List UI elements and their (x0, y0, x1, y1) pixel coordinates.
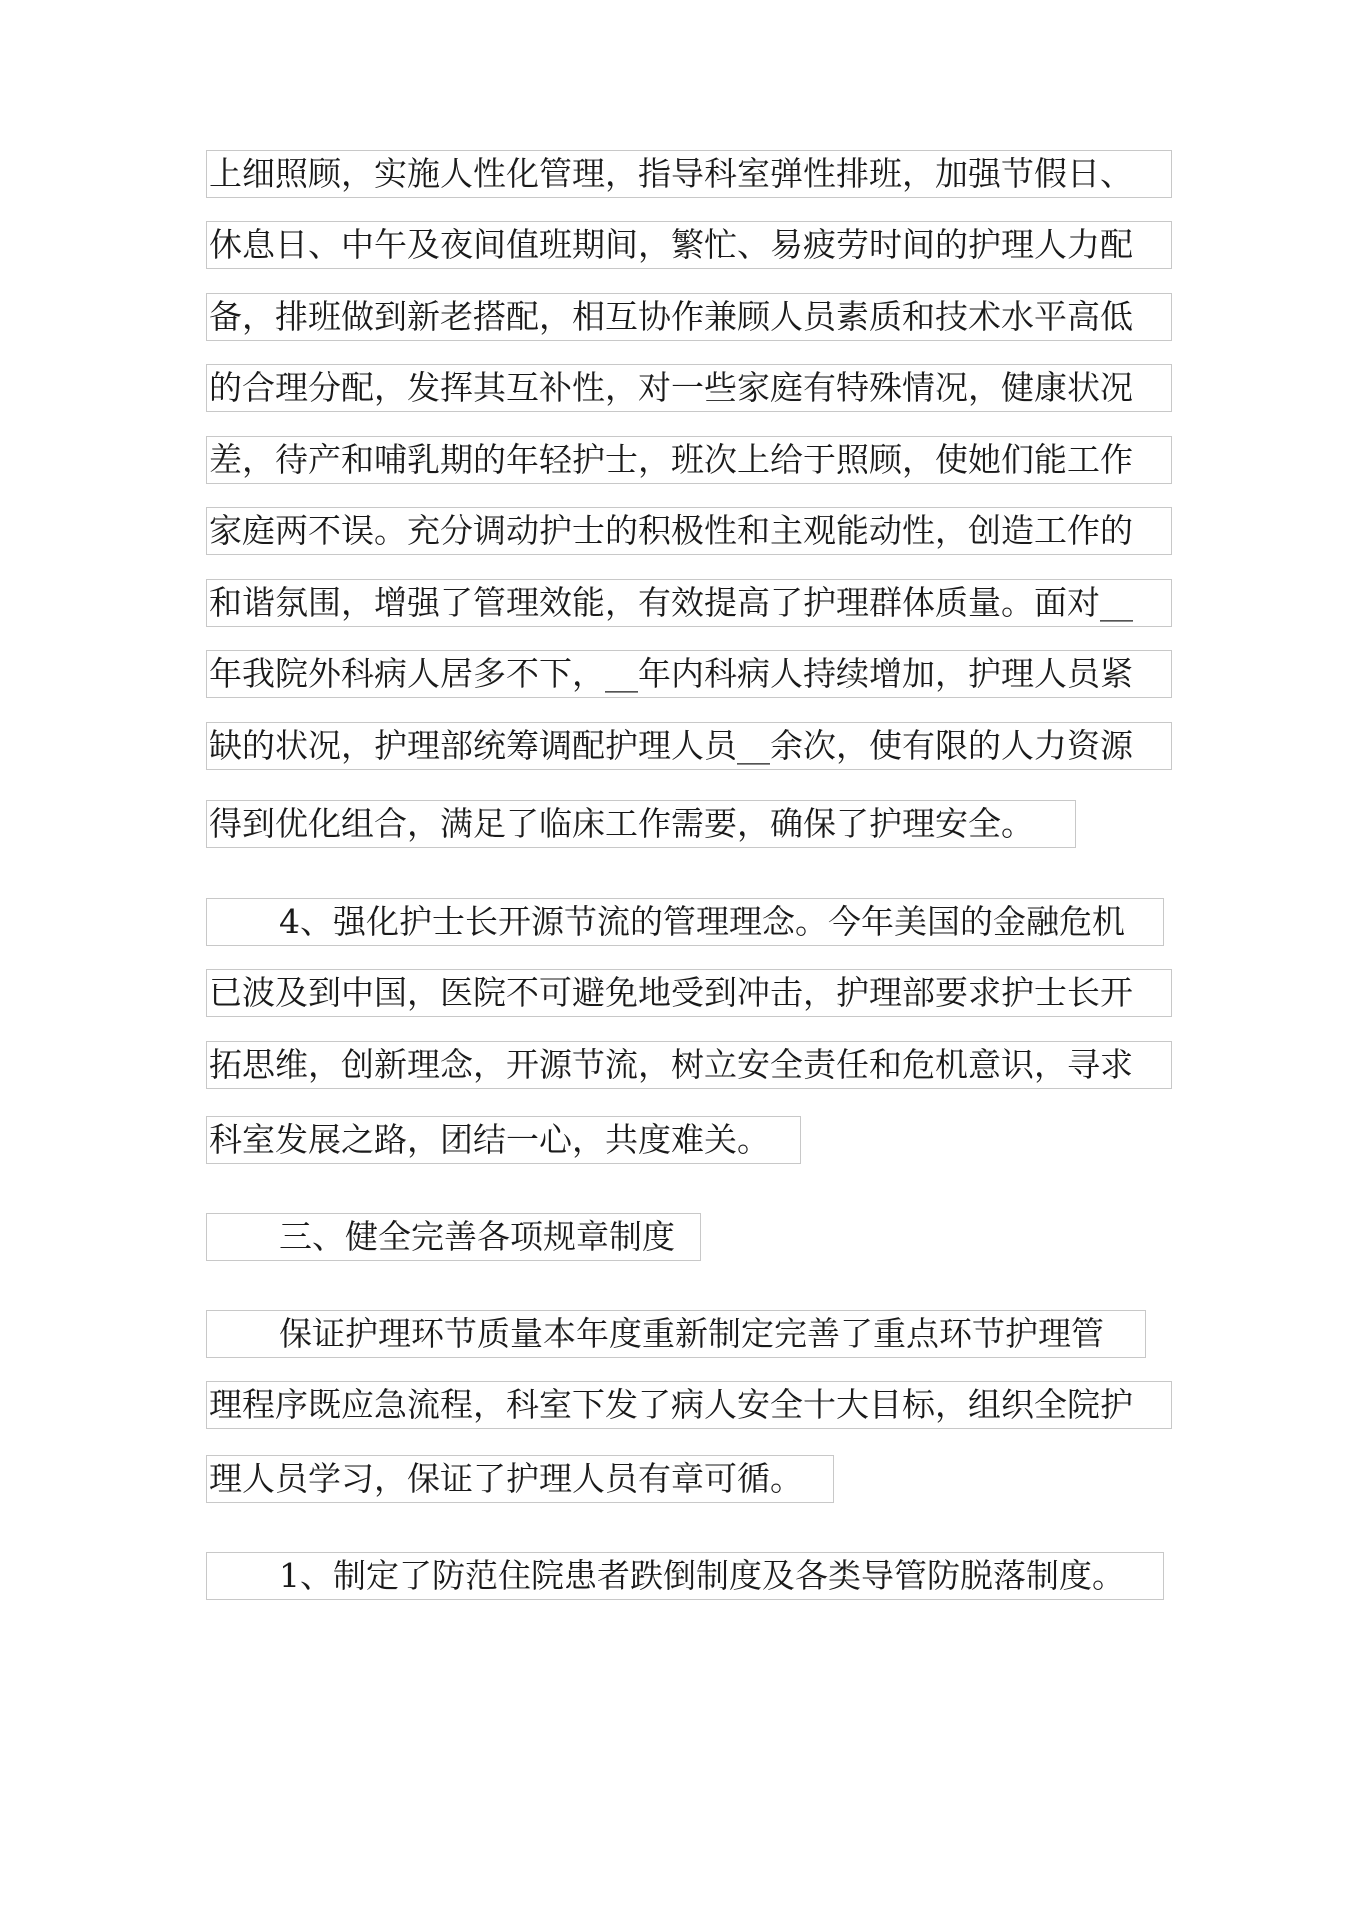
text-line: 已波及到中国，医院不可避免地受到冲击，护理部要求护士长开 (206, 969, 1172, 1017)
text-line: 的合理分配，发挥其互补性，对一些家庭有特殊情况，健康状况 (206, 364, 1172, 412)
text-line: 年我院外科病人居多不下，__年内科病人持续增加，护理人员紧 (206, 650, 1172, 698)
text-line: 缺的状况，护理部统筹调配护理人员__余次，使有限的人力资源 (206, 722, 1172, 770)
text-line: 家庭两不误。充分调动护士的积极性和主观能动性，创造工作的 (206, 507, 1172, 555)
text-line: 保证护理环节质量本年度重新制定完善了重点环节护理管 (206, 1310, 1146, 1358)
text-line: 科室发展之路，团结一心，共度难关。 (206, 1116, 801, 1164)
text-line: 差，待产和哺乳期的年轻护士，班次上给于照顾，使她们能工作 (206, 436, 1172, 484)
text-line: 备，排班做到新老搭配，相互协作兼顾人员素质和技术水平高低 (206, 293, 1172, 341)
text-line: 休息日、中午及夜间值班期间，繁忙、易疲劳时间的护理人力配 (206, 221, 1172, 269)
text-line: 得到优化组合，满足了临床工作需要，确保了护理安全。 (206, 800, 1076, 848)
text-line: 和谐氛围，增强了管理效能，有效提高了护理群体质量。面对__ (206, 579, 1172, 627)
section-heading: 三、健全完善各项规章制度 (206, 1213, 701, 1261)
text-line: 理人员学习，保证了护理人员有章可循。 (206, 1455, 834, 1503)
text-line: 上细照顾，实施人性化管理，指导科室弹性排班，加强节假日、 (206, 150, 1172, 198)
text-line: 拓思维，创新理念，开源节流，树立安全责任和危机意识，寻求 (206, 1041, 1172, 1089)
text-line: 4、强化护士长开源节流的管理理念。今年美国的金融危机 (206, 898, 1164, 946)
text-line: 1、制定了防范住院患者跌倒制度及各类导管防脱落制度。 (206, 1552, 1164, 1600)
text-line: 理程序既应急流程，科室下发了病人安全十大目标，组织全院护 (206, 1381, 1172, 1429)
